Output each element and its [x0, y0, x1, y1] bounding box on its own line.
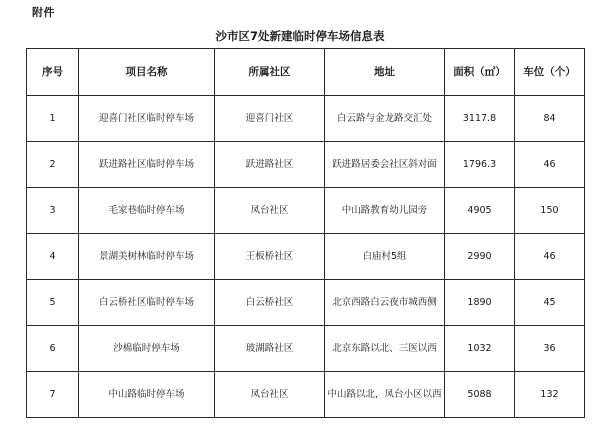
cell-index: 6 — [27, 326, 79, 372]
cell-project-name: 白云桥社区临时停车场 — [79, 280, 215, 326]
cell-community: 白云桥社区 — [215, 280, 325, 326]
table-header-row — [27, 49, 585, 96]
cell-address: 跃进路居委会社区斜对面 — [325, 142, 445, 188]
table-row — [27, 234, 585, 280]
cell-index: 1 — [27, 96, 79, 142]
header-project-name: 项目名称 — [79, 49, 215, 96]
cell-spaces: 36 — [515, 326, 585, 372]
header-address: 地址 — [325, 49, 445, 96]
cell-spaces: 132 — [515, 372, 585, 418]
cell-index: 4 — [27, 234, 79, 280]
cell-area: 1796.3 — [445, 142, 515, 188]
table-row — [27, 372, 585, 418]
cell-area: 3117.8 — [445, 96, 515, 142]
cell-community: 迎喜门社区 — [215, 96, 325, 142]
cell-community: 玻湖路社区 — [215, 326, 325, 372]
cell-community: 王板桥社区 — [215, 234, 325, 280]
table-row — [27, 326, 585, 372]
cell-index: 5 — [27, 280, 79, 326]
cell-community: 跃进路社区 — [215, 142, 325, 188]
cell-area: 4905 — [445, 188, 515, 234]
cell-spaces: 46 — [515, 234, 585, 280]
attachment-label: 附件 — [32, 6, 55, 19]
cell-address: 北京西路白云夜市城西侧 — [325, 280, 445, 326]
cell-address: 北京东路以北、三医以西 — [325, 326, 445, 372]
cell-community: 凤台社区 — [215, 372, 325, 418]
cell-spaces: 46 — [515, 142, 585, 188]
cell-address: 中山路教育幼儿园旁 — [325, 188, 445, 234]
cell-community: 凤台社区 — [215, 188, 325, 234]
table-row — [27, 96, 585, 142]
cell-spaces: 45 — [515, 280, 585, 326]
cell-address: 白云路与金龙路交汇处 — [325, 96, 445, 142]
cell-project-name: 景湖美树林临时停车场 — [79, 234, 215, 280]
cell-address: 中山路以北，凤台小区以西 — [325, 372, 445, 418]
cell-area: 1032 — [445, 326, 515, 372]
cell-index: 7 — [27, 372, 79, 418]
header-community: 所属社区 — [215, 49, 325, 96]
header-spaces: 车位（个） — [515, 49, 585, 96]
table-row — [27, 280, 585, 326]
cell-index: 2 — [27, 142, 79, 188]
cell-area: 1890 — [445, 280, 515, 326]
parking-info-table — [26, 48, 585, 418]
cell-area: 5088 — [445, 372, 515, 418]
cell-address: 白庙村5组 — [325, 234, 445, 280]
header-index: 序号 — [27, 49, 79, 96]
table-row — [27, 142, 585, 188]
cell-project-name: 迎喜门社区临时停车场 — [79, 96, 215, 142]
cell-project-name: 沙棉临时停车场 — [79, 326, 215, 372]
cell-project-name: 跃进路社区临时停车场 — [79, 142, 215, 188]
cell-project-name: 中山路临时停车场 — [79, 372, 215, 418]
cell-index: 3 — [27, 188, 79, 234]
header-area: 面积（㎡） — [445, 49, 515, 96]
cell-project-name: 毛家巷临时停车场 — [79, 188, 215, 234]
document-title: 沙市区7处新建临时停车场信息表 — [215, 29, 385, 43]
cell-spaces: 150 — [515, 188, 585, 234]
table-row — [27, 188, 585, 234]
cell-spaces: 84 — [515, 96, 585, 142]
cell-area: 2990 — [445, 234, 515, 280]
